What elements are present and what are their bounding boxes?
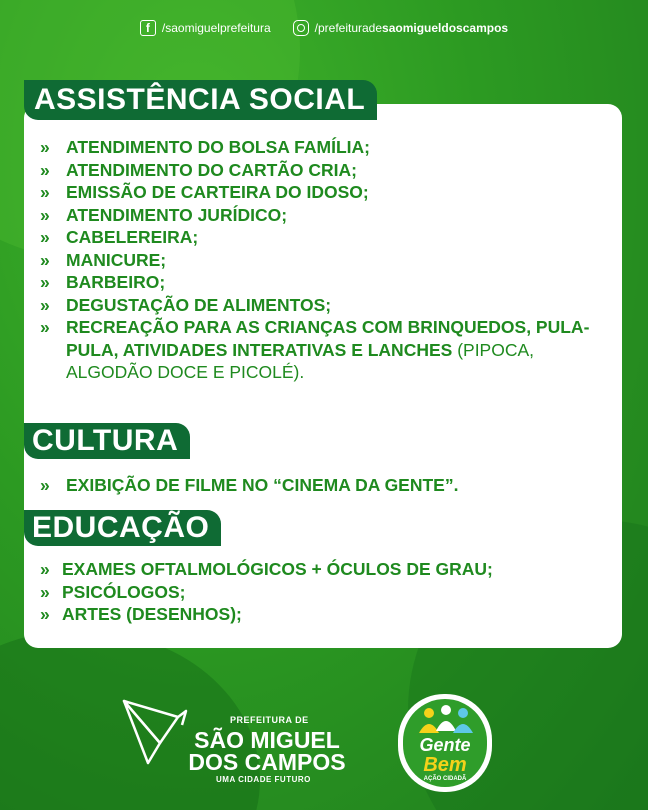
- list-item: [40, 294, 600, 317]
- social-bar: [0, 20, 648, 36]
- list-item-text: EXIBIÇÃO DE FILME NO “CINEMA DA GENTE”.: [66, 475, 459, 495]
- list-item-text: BARBEIRO;: [66, 272, 166, 292]
- list-item-text: [66, 316, 600, 384]
- chevron-icon: »: [40, 249, 46, 270]
- chevron-icon: »: [40, 272, 46, 292]
- instagram-link[interactable]: [293, 20, 508, 36]
- list-item-text: DEGUSTAÇÃO DE ALIMENTOS;: [66, 294, 332, 315]
- people-icon: [417, 703, 475, 737]
- prefeitura-small-label: PREFEITURA DE: [230, 715, 309, 725]
- prefeitura-name-line2: DOS CAMPOS: [188, 749, 346, 775]
- chevron-icon: »: [40, 604, 46, 624]
- chevron-icon: »: [40, 559, 46, 579]
- list-item-text: ATENDIMENTO DO BOLSA FAMÍLIA;: [66, 137, 370, 157]
- section-title-educacao: EDUCAÇÃO: [24, 510, 221, 546]
- assistencia-list: [40, 136, 600, 384]
- list-item-text: CABELEREIRA;: [66, 227, 199, 247]
- instagram-icon: [293, 20, 309, 36]
- list-item-text-bold: RECREAÇÃO PARA AS CRIANÇAS COM BRINQUEDOS, PULA-PULA, ATIVIDADES INTERATIVAS E LANCHES: [66, 317, 590, 360]
- origami-bird-icon: [120, 695, 190, 765]
- educacao-list: [40, 558, 600, 626]
- instagram-handle-bold: saomigueldoscampos: [382, 21, 509, 35]
- list-item-text: ATENDIMENTO JURÍDICO;: [66, 204, 288, 225]
- list-item-text: EMISSÃO DE CARTEIRA DO IDOSO;: [66, 182, 369, 202]
- list-item: [40, 204, 600, 227]
- facebook-icon: f: [140, 20, 156, 36]
- chevron-icon: »: [40, 475, 46, 495]
- chevron-icon: »: [40, 581, 46, 602]
- list-item: [40, 226, 600, 249]
- section-title-cultura: CULTURA: [24, 423, 190, 459]
- prefeitura-name-line1: SÃO MIGUEL: [194, 727, 340, 753]
- list-item: [40, 159, 600, 182]
- list-item: [40, 136, 600, 159]
- list-item: [40, 181, 600, 204]
- list-item: [40, 603, 600, 626]
- list-item: [40, 558, 600, 581]
- gente-logo-badge: [403, 699, 487, 787]
- gente-tagline: AÇÃO CIDADÃ: [423, 776, 467, 782]
- list-item-text: EXAMES OFTALMOLÓGICOS + ÓCULOS DE GRAU;: [62, 559, 493, 579]
- facebook-link[interactable]: [140, 20, 271, 36]
- instagram-handle-prefix: /prefeiturade: [314, 21, 383, 35]
- cultura-list: [40, 474, 600, 497]
- list-item-text: ATENDIMENTO DO CARTÃO CRIA;: [66, 159, 358, 180]
- chevron-icon: »: [40, 204, 46, 225]
- list-item: [40, 316, 600, 384]
- prefeitura-logo: [120, 695, 346, 795]
- instagram-handle: [315, 21, 508, 35]
- chevron-icon: »: [40, 294, 46, 315]
- list-item: [40, 581, 600, 604]
- section-title-assistencia: ASSISTÊNCIA SOCIAL: [24, 80, 377, 120]
- chevron-icon: »: [40, 182, 46, 202]
- chevron-icon: »: [40, 159, 46, 180]
- bem-text: Bem: [423, 754, 467, 776]
- list-item: [40, 249, 600, 272]
- gente-do-bem-logo: [398, 694, 492, 792]
- list-item-text-light: (PIPOCA, ALGODÃO DOCE E PICOLÉ).: [66, 339, 535, 382]
- chevron-icon: »: [40, 137, 46, 157]
- chevron-icon: »: [40, 227, 46, 247]
- chevron-icon: »: [40, 317, 46, 337]
- facebook-handle: /saomiguelprefeitura: [161, 21, 271, 35]
- prefeitura-tagline: UMA CIDADE FUTURO: [216, 775, 311, 784]
- list-item-text: MANICURE;: [66, 249, 167, 270]
- gente-text: Gente: [419, 735, 471, 755]
- list-item: [40, 474, 600, 497]
- list-item: [40, 271, 600, 294]
- prefeitura-name: [188, 729, 346, 773]
- list-item-text: ARTES (DESENHOS);: [62, 604, 242, 624]
- list-item-text: PSICÓLOGOS;: [62, 581, 186, 602]
